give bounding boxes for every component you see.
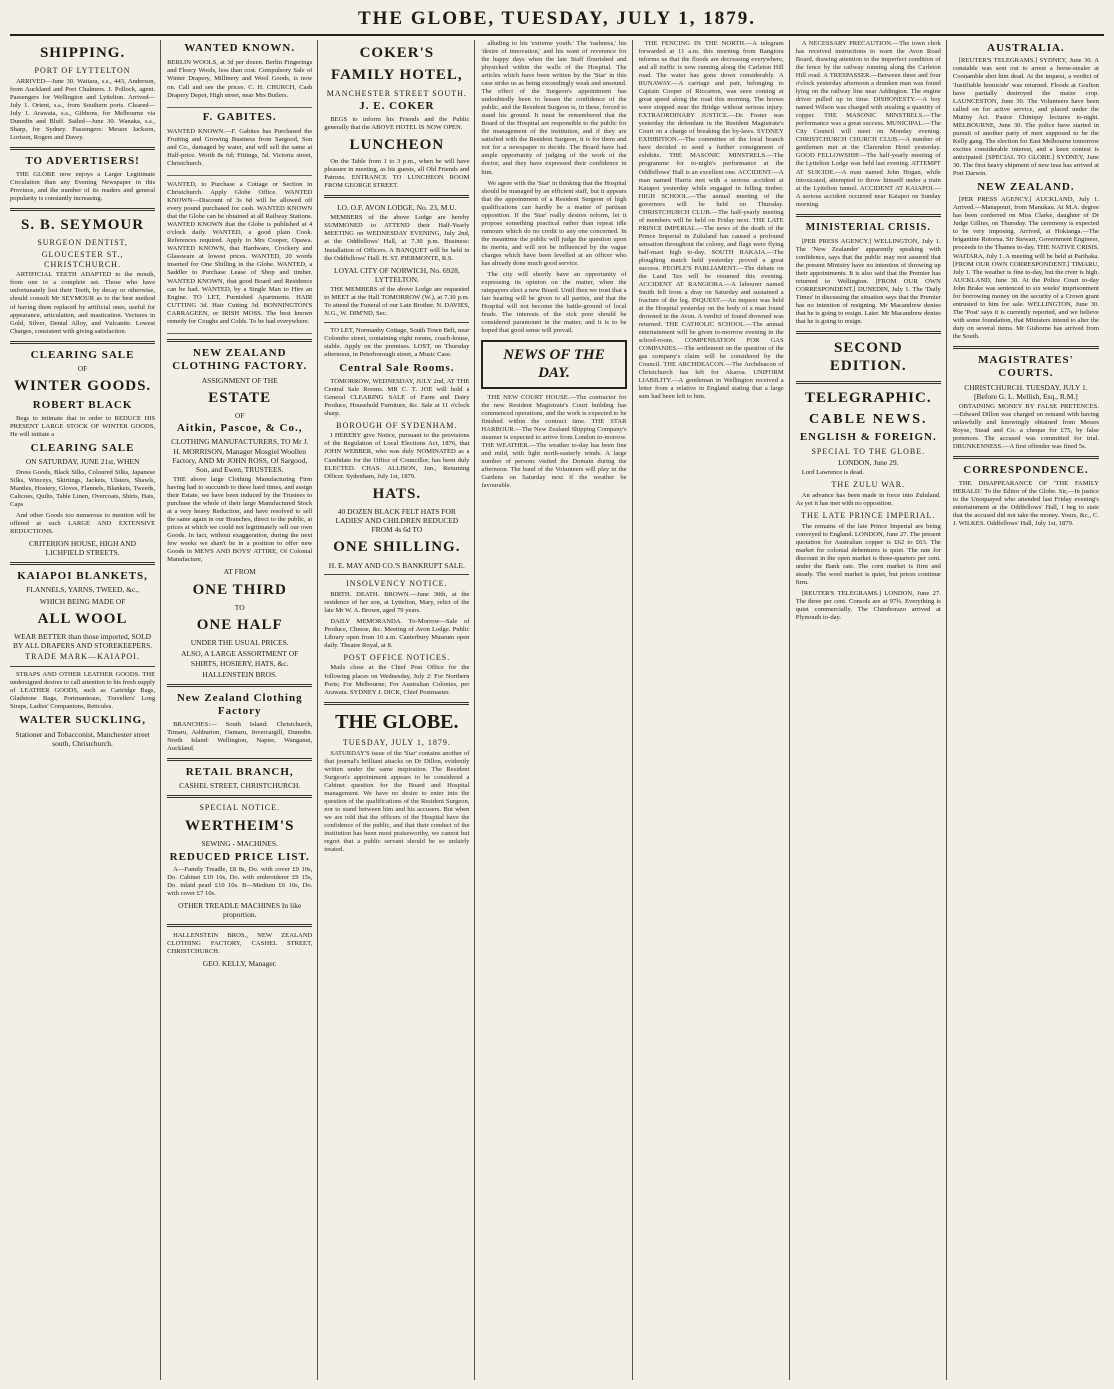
ministerial-title: MINISTERIAL CRISIS. — [805, 221, 931, 233]
gabites-text: WANTED KNOWN.—F. Gabites has Purchased the Fruiting and Growing Business from Sargood, Son and Co., damaged by water, and will sell the same at Half-price. Worth 8s 6d; Fittings, 5d. Victoria street, Christchurch. — [167, 127, 313, 168]
factory-text: THE above large Clothing Manufacturing Firm having had to succumb to these hard times, and assign their Estate, we have been induced by the Trustees to purchase the whole of their large Manufactured Stock at a very heavy Reduction, and have resolved to sell the same again in our Branches, direct to the public, at prices at which we could not legitimately sell our own Goods. In fact, without exaggeration, during the next few weeks we shan't be in a position to offer new Goods in MEN'S AND BOYS' ATTIRE, Of Colonial Manufacture, — [167, 476, 313, 564]
suckling-addr: Stationer and Tobacconist, Manchester street south, Christchurch. — [15, 729, 150, 748]
branches: BRANCHES:— South Island: Christchurch, Timaru, Ashburton, Oamaru, Invercargill, Dunedin. North Island: Wellington, Napier, Wanganui, Auckland. — [167, 720, 313, 752]
one-shilling: ONE SHILLING. — [333, 539, 461, 556]
correspondence-text: THE DISAPPEARANCE OF 'THE FAMILY HERALD.' To the Editor of the Globe. Sir,—In justice to the Unoquayed who attended last Friday evening's entertainment at the Oddfellows' Hall, I beg to state that the accused did not take the money. Yours, &c., C. J. WILKES. Oddfellows' Hall, July 1st, 1879. — [952, 479, 1099, 527]
central-sale: Central Sale Rooms. — [339, 362, 455, 375]
black-name: ROBERT BLACK — [32, 399, 133, 412]
loyal-text: THE MEMBERS of the above Lodge are requested to MEET at the Hall TOMORROW (W.), at 7.30 p.m. To attend the Funeral of our Late Brother. N. DAVIES, N.G., W. DIM'ND, Sec. — [324, 285, 470, 317]
ministerial-text: [PER PRESS AGENCY.] WELLINGTON, July 1. The 'New Zealander' apparently speaking with confidence, says that the public may rest assured that the present Ministry have no intention of throwing up their appointments. It is also said that the Premier has returned to Wellington. [FROM OUR OWN CORRESPONDENT.] DUNEDIN, July 1. The 'Daily Times' in discussing the situation says that the Premier has no intention of resigning. Mr Macandrew denies that he is going to resign. Later. Mr Macandrew denies that he is going to resign. — [795, 237, 941, 326]
clearing-sale: CLEARING SALE — [30, 441, 135, 454]
news-title: NEWS OF THE DAY. — [503, 347, 605, 382]
second-edition: SECOND EDITION. — [829, 340, 907, 375]
wanted-known-title: WANTED KNOWN. — [184, 42, 296, 54]
column-1 — [10, 40, 161, 1380]
hallenstein-signoff: HALLENSTEIN BROS. — [202, 669, 277, 679]
news-title-box — [481, 340, 626, 389]
factory-title: NEW ZEALAND CLOTHING FACTORY. — [172, 346, 308, 373]
to-label: TO — [234, 602, 245, 612]
cable-news: CABLE NEWS. — [809, 412, 928, 428]
tolet-text: TO LET, Normanby Cottage, South Town Belt, near Colombo street, containing eight rooms, coach-house, stable. Apply on the premises. LOST, on Thursday afternoon, in Peterborough street, a Music Case. — [324, 326, 470, 359]
prince-text: The remains of the late Prince Imperial are being conveyed to England. LONDON, June 27. The present quotation for Australian copper is £62 to £63. The market for colonial debentures is quiet. The rate for discount in the open market is three-quarters per cent. under the Bank rate. The corn market is firm and steady. The wool market is quiet, but prices continue firm. — [795, 523, 941, 587]
luncheon: LUNCHEON — [349, 136, 445, 153]
cokers-title: COKER'S — [359, 45, 435, 61]
luncheon-text: On the Table from 1 to 3 p.m., when he will have pleasure in meeting, as his guests, all Old Friends and Patrons. ENTRANCE TO LUNCHEON ROOM FROM GEORGE STREET. — [324, 158, 470, 190]
black-text: Begs to intimate that in order to REDUCE HIS PRESENT LARGE STOCK OF WINTER GOODS, He will initiate a — [10, 414, 156, 438]
australia-title: AUSTRALIA. — [987, 42, 1065, 54]
hallenstein-footer: HALLENSTEIN BROS., NEW ZEALAND CLOTHING FACTORY, CASHEL STREET, CHRISTCHURCH. — [167, 932, 313, 956]
retail-sub: CASHEL STREET, CHRISTCHURCH. — [179, 781, 301, 791]
post-office: POST OFFICE NOTICES. — [343, 652, 451, 662]
kaiapoi-title: KAIAPOI BLANKETS, — [17, 570, 148, 583]
memoranda: DAILY MEMORANDA. To-Morrow—Sale of Produce, Cheese, &c. Meeting of Avon Lodge. Public Library open from 10 a.m. Canterbury Museum open daily. Theatre Royal, at 8. — [324, 617, 470, 649]
column-4 — [481, 40, 632, 1380]
column-3 — [324, 40, 475, 1380]
all-wool: ALL WOOL — [37, 610, 128, 627]
column-2 — [167, 40, 318, 1380]
column-6 — [796, 40, 947, 1380]
clearing-goods: Dress Goods, Black Silks, Coloured Silks, Japanese Silks, Winceys, Skirtings, Jackets, Ulsters, Shawls, Mantles, Hosiery, Gloves, Flannels, Blankets, Tweeds, Calicoes, Quilts, Table Linen, Overcoats, Shirts, Hats, Caps — [10, 468, 156, 508]
lodge-title: I.O. O.F. AVON LODGE, No. 23, M.U. — [337, 203, 457, 213]
church-ad-text: BERLIN WOOLS, at 3d per dozen. Berlin Fingerings and Fleecy Wools, less than cost. Compulsory Sale of Winter Drapery, Millinery and Wool Goods, is now on. Call and see the prices. C. H. CHURCH, Cash Drapery Depot, High street, near Mrs Butlers. — [167, 59, 313, 99]
correspondence-title: CORRESPONDENCE. — [963, 464, 1089, 477]
columns — [10, 40, 1104, 1380]
may-co: H. E. MAY AND CO.'S BANKRUPT SALE. — [328, 560, 465, 570]
wertheim-title: WERTHEIM'S — [184, 818, 295, 835]
hats-title: HATS. — [372, 485, 422, 502]
news-text: THE NEW COURT HOUSE.—The contractor for the new Resident Magistrate's Court building has commenced operations, and the work is expected to be finished within the contract time. THE STAR HARBOUR.—The New Zealand Shipping Company's steamer is expected to arrive from London to-morrow. THE WEATHER.—The weather to-day has been fine and mild, with light north-easterly winds. A large number of persons visited the Domain during the afternoon. The band of the Volunteers will play in the Gardens on Saturday next if the weather be favourable. — [481, 393, 627, 490]
clearing-title: CLEARING SALE — [30, 348, 135, 361]
english-foreign: ENGLISH & FOREIGN. — [799, 431, 937, 444]
one-third: ONE THIRD — [192, 581, 287, 598]
reuter: [REUTER'S TELEGRAMS.] LONDON, June 27. The three per cent. Consols are at 97¾. Everything is quiet commercially. The Chimborazo arrived at Plymouth to-day. — [795, 590, 941, 622]
aitkin-sub: CLOTHING MANUFACTURERS, TO Mr J. H. MORRISON, Manager Mosgiel Woollen Factory, AND Mr JOHN ROSS, Of Sargood, Son, and Ewen, TRUSTEES. — [171, 437, 309, 474]
editorial-cont-3: The city will shortly have an opportunity of expressing its opinion on the matter, when the ratepayers elect a new Board. Until then we trust that a fair hearing will be given to all parties, and that the Hospital will not become the battle-ground of local feuds. The interests of the sick poor should be considered paramount in the matter, and it is to be hoped that good sense will prevail. — [481, 270, 627, 335]
central-text: TOMORROW, WEDNESDAY, JULY 2nd, AT THE Central Sale Rooms. MR C. T. JOE will hold a General CLEARING SALE of Farm and Dairy Produce, Household Furniture, &c. Sale at 11 o'clock sharp. — [324, 377, 470, 417]
magistrates-sub: CHRISTCHURCH. TUESDAY, JULY 1. [Before G. L. Mellish, Esq., R.M.] — [964, 382, 1088, 401]
london-text: Lord Lawrence is dead. — [801, 469, 864, 477]
small-ads — [167, 179, 312, 334]
post-text: Mails close at the Chief Post Office for the following places on Wednesday, July 2: For Northern Ports; For Melbourne; For Australian Colonies, per Arawata. SYDNEY J. DICK, Chief Postmaster. — [324, 664, 470, 696]
globe-date: TUESDAY, JULY 1, 1879. — [342, 737, 451, 747]
assignment: ASSIGNMENT OF THE — [201, 375, 278, 385]
small-ads-text: WANTED, to Purchase a Cottage or Section in Christchurch. Apply Globe Office. WANTED KNOWN—Discount of 3s 6d will be allowed off every pound purchased for cash. WANTED KNOWN that the Globe can be obtained at all Railway Stations. WANTED KNOWN that the Globe is published at 4 o'clock daily. WANTED, a good plain Cook. References required. Apply to Mrs Cooper, Opawa. WANTED KNOWN, that Hardware, Crockery and Glassware at lowest prices. WANTED, 20 words inserted for One Shilling in the Globe. WANTED, a Saddler to Purchase Lease of Shop and timber. WANTED KNOWN, that good Board and Residence can be had. WANTED, by a Single Man to Hire an Engine. TO LET, Furnished Apartments. HAIR CUTTING 3d. Hair Cutting 3d. BONNINGTON'S CARRAGEEN, or IRISH MOSS. The best known remedy for Coughs and Colds. To be had everywhere. — [167, 181, 313, 325]
family-hotel: FAMILY HOTEL, — [331, 67, 463, 84]
kaiapoi-sub: FLANNELS, YARNS, TWEED, &c., — [26, 585, 140, 595]
wertheim-sub: SEWING - MACHINES. — [201, 839, 278, 849]
estate: ESTATE — [208, 389, 272, 406]
other-machines: OTHER TREADLE MACHINES In like proportion. — [178, 901, 302, 920]
masthead: THE GLOBE, TUESDAY, JULY 1, 1879. — [10, 6, 1104, 36]
price-list: A—Family Treadle, £8 8s, Do. with cover £9 10s, Do. Cabinet £10 10s, Do. with embroiderer £9 15s, Do. inlaid pearl £10 10s. B—Medium £6 10s, Do. with cover £7 10s. — [167, 865, 313, 897]
seymour-text: ARTIFICIAL TEETH ADAPTED to the mouth, from one to a complete set. Those who have unfortunately lost their Teeth, by decay or otherwise, should consult Mr SEYMOUR as to the best method of having them replaced by artificial ones, useful for appearance, articulation, and mastication. Vectures in Gold, Silver, Dental Alloy, and Vulcanite. Lowest Charges, consistent with giving satisfaction. — [10, 271, 156, 335]
advertisers-title: TO ADVERTISERS! — [25, 155, 140, 168]
borough-text: I HEREBY give Notice, pursuant to the provisions of the Regulation of Local Elections Act, 1876, that JOHN WEBBER, who was duly NOMINATED as a Candidate for the Office of Councillor, has been duly ELECTED. CHAS. ALLISON, Jun., Returning Officer. Sydenham, July 1st, 1879. — [324, 432, 470, 480]
telegraphic: TELEGRAPHIC. — [804, 389, 932, 406]
loyal-title: LOYAL CITY OF NORWICH, No. 6928, LYTTELTON. — [334, 265, 460, 284]
kaiapoi-footer: WEAR BETTER than those imported, SOLD BY ALL DRAPERS AND STOREKEEPERS. — [13, 632, 153, 651]
editorial: SATURDAY'S issue of the 'Star' contains another of that journal's brilliant attacks on Dr Dillon, evidently written under the same inspiration. The Resident Surgeon's appointment appears to be considered a Cabinet question for the Board and Hospital management. We have no desire to enter into the question of the qualifications of the Resident Surgeon, nor to stand between him and his accusers. But when we are told that the officers of the Hospital have the confidence of the public, and that their conduct of the institution has been most praiseworthy, we cannot but regret that a public servant should be so unfairly treated. — [324, 749, 470, 854]
editorial-cont-2: We agree with the 'Star' in thinking that the Hospital should be managed by an efficient staff, but it appears that the appointment of a Resident Surgeon of high qualifications can hardly be a matter of partisan opposition. If the 'Star' really desires reform, let it propose something practical rather than repeat idle rumours which do no credit to any one concerned. In the meantime the public will judge the question upon its merits, and will not be influenced by the vague charges which have been levelled at an officer who has already done much good service. — [481, 179, 627, 267]
retail-title: RETAIL BRANCH, — [185, 765, 294, 778]
column-7 — [953, 40, 1104, 1380]
special-to: SPECIAL TO THE GLOBE. — [811, 446, 926, 456]
column-5 — [639, 40, 790, 1380]
gabites-ad — [167, 126, 312, 176]
london-date: LONDON, June 29. — [838, 458, 899, 468]
hats-text: 40 DOZEN BLACK FELT HATS FOR LADIES' AND CHILDREN REDUCED FROM 4s 6d TO — [335, 506, 459, 535]
globe-title: THE GLOBE. — [335, 710, 459, 733]
kelly-manager: GEO. KELLY, Manager. — [202, 959, 277, 969]
news-cont: THE FENCING IN THE NORTH.—A telegram forwarded at 11 a.m. this morning from Rangiora informs us that the floods are decreasing everywhere, and all traffic is now running along the Carleton Hill road. The water has gone down considerably. A RUNAWAY.—A carriage and pair, belonging to Captain Cooper of Riccarton, was seen coming at great speed along the road this morning. The horses were stopped near the Bridge without serious injury. EXTRAORDINARY JUSTICE.—Dr. Foster was yesterday the defendant in the Resident Magistrate's Court on a charge of breaking the by-laws. SYDNEY EXHIBITION.—The committee of the local branch have decided to send a further consignment of exhibits. THE MASONIC MINSTRELS.—The programme for to-night's performance at the Oddfellows' Hall is an excellent one. ACCIDENT.—A man named Harris met with a serious accident at Kaiapoi yesterday while engaged in felling timber. HIGH SCHOOL.—The annual meeting of the governors will be held on Thursday. CHRISTCHURCH CLUB.—The half-yearly meeting of members will be held on Friday next. THE LATE PRINCE IMPERIAL.—The news of the death of the Prince Imperial in Zululand has caused a profound sensation throughout the colony, and flags were flying half-mast high to-day. SOUTH RAKAIA.—The ploughing match held yesterday proved a great success. PEOPLE'S PARLIAMENT.—The debate on the Land Tax will be resumed this evening. ACCIDENT AT RANGIORA.—A labourer named Smith fell from a dray on Saturday and sustained a fracture of the leg. INQUEST.—An inquest was held at the Hospital yesterday on the body of a man found drowned in the Avon. A verdict of found drowned was returned. THE CATHOLIC SCHOOL.—The annual entertainment will be given to-morrow evening in the school-room. COMPENSATION FOR GAS COMPANIES.—The settlement on the question of the gas company's claim will be considered by the Council. THE ARCHDEACON.—The Archdeacon of Christchurch has left for Akaroa. UNIFORM LIABILITY.—A gentleman in Wellington received a letter from a relative in England stating that a large sum had been left to him. — [638, 40, 784, 401]
winter-goods: WINTER GOODS. — [13, 378, 152, 395]
at-from: AT FROM — [223, 567, 256, 577]
magistrates-title: MAGISTRATES' COURTS. — [978, 353, 1074, 380]
prince-imperial: THE LATE PRINCE IMPERIAL. — [801, 511, 936, 521]
church-ad — [167, 57, 312, 107]
straps-text: STRAPS AND OTHER LEATHER GOODS. THE undersigned desires to call attention to his fresh supply of LEATHER GOODS, such as Cartridge Bags, Gladstone Bags, Portmanteaus, Travellers' Long Straps, Ladies' Companions, Reticules. — [10, 671, 156, 711]
news-cont-6: A NECESSARY PRECAUTION.—The town clerk has received instructions to warn the Avon Road Board, drawing attention to the imperfect condition of the fence by the railway running along the Carleton Hill road. A TRESPASSER.—Between three and four o'clock yesterday afternoon a drunken man was found lying on the railway line near Addington. The engine driver pulled up in time. DISHONESTY.—A boy named Wilson was charged with stealing a quantity of copper. THE MASONIC MINSTRELS.—The performance was a great success. MUNICIPAL.—The City Council will meet on Monday evening. CHRISTCHURCH CHURCH CLUB.—A number of gentlemen met at the Clarendon Hotel yesterday. GOOD FELLOWSHIP.—The half-yearly meeting of the Lyttelton Lodge was held last evening. ATTEMPT AT SUICIDE.—A man named John Hogan, while intoxicated, attempted to throw himself under a train at the Lyttelton tunnel. ACCIDENT AT KAIAPOI.—A serious accident occurred near Kaiapoi on Sunday morning. — [795, 40, 941, 208]
borough: BOROUGH OF SYDENHAM. — [336, 420, 458, 430]
shipping-title: SHIPPING. — [39, 45, 126, 61]
kaiapoi-text: WHICH BEING MADE OF — [39, 596, 126, 606]
insolvent: INSOLVENCY NOTICE. — [346, 578, 448, 588]
zulu-text: An advance has been made in force into Zululand. As yet it has met with no opposition. — [795, 492, 941, 508]
coker-name: J. E. COKER — [359, 100, 435, 113]
trade-mark: TRADE MARK—KAIAPOI. — [25, 652, 140, 662]
seymour-addr: GLOUCESTER ST., CHRISTCHURCH. — [41, 249, 124, 269]
nz-text: [PER PRESS AGENCY.] AUCKLAND, July 1. Arrived.—Manapouri, from Manukau. At M.A. degree has been conferred on Miss Clarke, daughter of Dr Judge Gillies, on Thursday. The ceremony is expected to be very imposing. Arrived, at Hokianga.—The brigantine Rotorua. Sir Stewart, Government Engineer, proceeds to the Thames to-day. THE NATIVE CRISIS. WAITARA, July 1. A meeting will be held at Parihaka. [FROM OUR OWN CORRESPONDENT.] TIMARU, July 1. The weather is fine to-day, but the river is high. AUCKLAND, June 30. At the Police Court to-day John Brake was sentenced to six weeks' imprisonment for borrowing money on the security of a Crown grant entrusted to him for sale. WELLINGTON, June 30. The 'Post' says it is currently reported, and we believe with some foundation, that Ministers intend to alter the duty on several items. Mr Gisborne has arrived from the South. — [952, 196, 1099, 340]
clearing-date: ON SATURDAY, JUNE 21st, WHEN — [25, 457, 140, 467]
lodge-text: MEMBERS of the above Lodge are hereby SUMMONED to ATTEND their Half-Yearly MEETING on WEDNESDAY EVENING, July 2nd, at the Oddfellows' Hall, at 7.30 p.m. Business: Installation of Officers. A BANQUET will be held in the Oddfellows' Hall. H. ST. PIERMONTE, R.S. — [324, 214, 470, 262]
port-title: PORT OF LYTTELTON — [34, 66, 131, 76]
advertisers-text: THE GLOBE now enjoys a Larger Legitimate Circulation than any Evening Newspaper in this Province, and the number of its readers and general popularity is constantly increasing. — [10, 170, 156, 202]
coker-text: BEGS to inform his Friends and the Public generally that the ABOVE HOTEL IS NOW OPEN. — [324, 115, 470, 131]
also-assortment: ALSO, A LARGE ASSORTMENT OF SHIRTS, HOSIERY, HATS, &c. — [181, 649, 299, 668]
nzcf-title: New Zealand Clothing Factory — [176, 691, 303, 718]
births: BIRTH. DEATH. BROWN.—June 30th, at the residence of her son, at Lyttelton, Mary, relict of the late Mr W. A. Brown, aged 79 years. — [324, 590, 470, 614]
cokers-addr: MANCHESTER STREET SOUTH. — [326, 88, 467, 98]
seymour-name: S. B. SEYMOUR — [21, 216, 145, 233]
zulu-war: THE ZULU WAR. — [831, 480, 906, 490]
one-half: ONE HALF — [196, 616, 283, 633]
nz-title: NEW ZEALAND. — [977, 180, 1075, 193]
australia-text: [REUTER'S TELEGRAMS.] SYDNEY, June 30. A constable was sent out to arrest a horse-stealer at Coonamble shot him dead. At the inquest, a verdict of 'Justifiable homicide' was returned. Floods at Grafton have partially destroyed the maize crop. LAUNCESTON, June 30. The Volunteers have been called on for active service, and placed under the Mutiny Act. Pastor Chiniquy lectures to-night. MELBOURNE, June 30. The police have started in pursuit of another party of men supposed to be the Kelly gang. The election for East Melbourne tomorrow excites considerable interest, and a keen contest is anticipated. [SPECIAL TO GLOBE.] SYDNEY, June 30. The first heavy shipment of new teas has arrived at Port Darwin. — [952, 57, 1099, 177]
magistrates-text: OBTAINING MONEY BY FALSE PRETENCES.—Edward Dillon was charged on remand with having unlawfully and knowingly obtained from Messrs Royse, Stead and Co. a cheque for £75, by false pretences. The accused was committed for trial. DRUNKENNESS.—A first offender was fined 5s. — [952, 402, 1099, 451]
shipping-text: ARRIVED—June 30. Waitara, s.s., 443, Anderson, from Auckland and Port Chalmers. J. Pollock, agent. Passengers for Wellington and Lyttelton. Arrived—July 1. Orient, s.s., from Southern ports. Cleared—July 1. Arawata, s.s., Gibbons, for Melbourne via Dunedin and Bluff. Sailed—June 30. Wanaka, s.s., Sharp, for Sydney. Passengers: Messrs Jackson, Lorison, Rogers and Davey. — [10, 78, 156, 142]
aitkin-name: Aitkin, Pascoe, & Co., — [176, 422, 303, 435]
seymour-sub: SURGEON DENTIST, — [37, 238, 128, 248]
usual-prices: UNDER THE USUAL PRICES. — [190, 638, 289, 648]
editorial-cont: alluding to his 'extreme youth.' The 'rashness,' his 'desire of innovation,' and his want of reverence for the happy days when the late Staff flourished and physicked within the walls of the Hospital. The articles which have been written by the 'Star' in this case strike us as being exceedingly weak and unsound. The effect of the Surgeon's appointment has undoubtedly been to lessen the confidence of the public, and the Resident Surgeon is, in these, forced to stand his ground. It must be remembered that the Board of the Hospital are responsible to the public for the management of the institution, and if they are satisfied with the Resident Surgeon, it is for them and not for a newspaper to decide. The Board have had ample opportunity of judging of the work of the doctor, and they have expressed their confidence in him. — [481, 40, 627, 176]
clearing-of: OF — [77, 364, 88, 374]
estate-of: OF — [234, 410, 245, 420]
gabites-title: F. GABITES. — [202, 110, 277, 123]
clearing-footer: And other Goods too numerous to mention will be offered at such LARGE AND EXTENSIVE REDUCTIONS. — [10, 511, 156, 535]
reduced-price: REDUCED PRICE LIST. — [169, 850, 310, 863]
special-notice: SPECIAL NOTICE. — [199, 803, 280, 813]
suckling-name: WALTER SUCKLING, — [19, 714, 146, 727]
criterion-house: CRITERION HOUSE, HIGH AND LICHFIELD STREETS. — [29, 538, 137, 557]
